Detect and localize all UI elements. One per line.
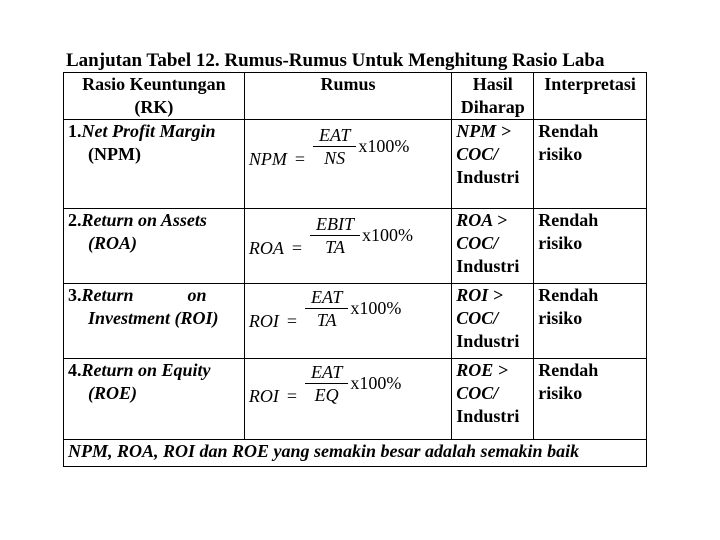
row-number: 1. (68, 121, 82, 141)
expected-result-cell (452, 284, 534, 359)
formula-denominator: NS (324, 148, 346, 168)
interpretation-line1: Rendah (538, 121, 599, 141)
header-ratio-line2: (RK) (134, 97, 174, 117)
interpretation-line2: risiko (538, 144, 583, 164)
formula-lhs: ROI (248, 311, 279, 331)
header-expected-line1: Hasil (472, 74, 513, 94)
interpretation-cell (534, 284, 647, 359)
interpretation-cell (534, 359, 647, 440)
row-number: 2. (68, 210, 82, 230)
formula-multiplier: x100% (358, 136, 410, 156)
ratio-name-cell (64, 120, 245, 209)
expected-line1: ROE > (456, 360, 509, 380)
interpretation-line1: Rendah (538, 360, 599, 380)
interpretation-line2: risiko (538, 233, 583, 253)
formula-cell (244, 209, 451, 284)
header-ratio-line1: Rasio Keuntungan (82, 74, 226, 94)
formula-equals: = (286, 386, 297, 406)
formula-cell (244, 359, 451, 440)
ratio-name-cell (64, 359, 245, 440)
formula-denominator: TA (325, 237, 345, 257)
expected-line3: Industri (456, 331, 520, 351)
formula-lhs: NPM (248, 149, 287, 169)
ratio-name: Return on Assets (81, 210, 207, 230)
table-footer-row (64, 440, 647, 467)
formula-multiplier: x100% (350, 373, 402, 393)
interpretation-line2: risiko (538, 383, 583, 403)
expected-line1: ROI > (456, 285, 504, 305)
formula-equals: = (286, 311, 297, 331)
interpretation-line1: Rendah (538, 210, 599, 230)
interpretation-line2: risiko (538, 308, 583, 328)
formula-lhs: ROA (248, 238, 284, 258)
expected-result-cell (452, 359, 534, 440)
formula-fraction (305, 361, 348, 406)
interpretation-line1: Rendah (538, 285, 599, 305)
expected-line2: COC/ (456, 383, 499, 403)
expected-result-cell (452, 120, 534, 209)
expected-line1: ROA > (456, 210, 508, 230)
table-row (64, 359, 647, 440)
row-number: 4. (68, 360, 82, 380)
expected-line2: COC/ (456, 144, 499, 164)
ratio-name-cell (64, 284, 245, 359)
table-row (64, 120, 647, 209)
table-header-row (64, 73, 647, 120)
ratio-name-cell (64, 209, 245, 284)
header-ratio (64, 73, 245, 120)
table-row (64, 209, 647, 284)
expected-line3: Industri (456, 256, 520, 276)
profit-ratio-table (63, 72, 647, 467)
formula-fraction (310, 213, 360, 258)
expected-line3: Industri (456, 167, 520, 187)
interpretation-cell (534, 120, 647, 209)
formula-numerator: EBIT (310, 213, 360, 236)
row-number: 3. (68, 285, 82, 305)
header-interpretation: Interpretasi (534, 73, 647, 120)
ratio-name: Return on (81, 285, 207, 305)
formula-lhs: ROI (248, 386, 279, 406)
formula-fraction (305, 286, 348, 331)
expected-line3: Industri (456, 406, 520, 426)
ratio-name: Net Profit Margin (81, 121, 216, 141)
formula-denominator: EQ (314, 385, 339, 405)
formula-fraction (313, 124, 356, 169)
ratio-name: Return on Equity (81, 360, 211, 380)
table-title: Lanjutan Tabel 12. Rumus-Rumus Untuk Menghitung Rasio Laba (66, 50, 605, 71)
formula-denominator: TA (316, 310, 337, 330)
formula-multiplier: x100% (350, 298, 402, 318)
footer-note: NPM, ROA, ROI dan ROE yang semakin besar adalah semakin baik (64, 440, 647, 467)
expected-result-cell (452, 209, 534, 284)
formula-cell (244, 284, 451, 359)
formula-numerator: EAT (305, 286, 348, 309)
expected-line2: COC/ (456, 308, 499, 328)
header-formula: Rumus (244, 73, 451, 120)
header-expected (452, 73, 534, 120)
expected-line2: COC/ (456, 233, 499, 253)
ratio-abbrev: (ROA) (88, 233, 137, 253)
formula-equals: = (291, 238, 302, 258)
expected-line1: NPM > (456, 121, 512, 141)
ratio-abbrev: (ROE) (88, 383, 137, 403)
ratio-abbrev: Investment (ROI) (88, 308, 219, 328)
header-expected-line2: Diharap (460, 97, 525, 117)
formula-numerator: EAT (305, 361, 348, 384)
formula-multiplier: x100% (362, 225, 413, 245)
formula-numerator: EAT (313, 124, 356, 147)
ratio-abbrev: (NPM) (88, 144, 141, 164)
formula-cell (244, 120, 451, 209)
table-row (64, 284, 647, 359)
interpretation-cell (534, 209, 647, 284)
formula-equals: = (294, 149, 305, 169)
